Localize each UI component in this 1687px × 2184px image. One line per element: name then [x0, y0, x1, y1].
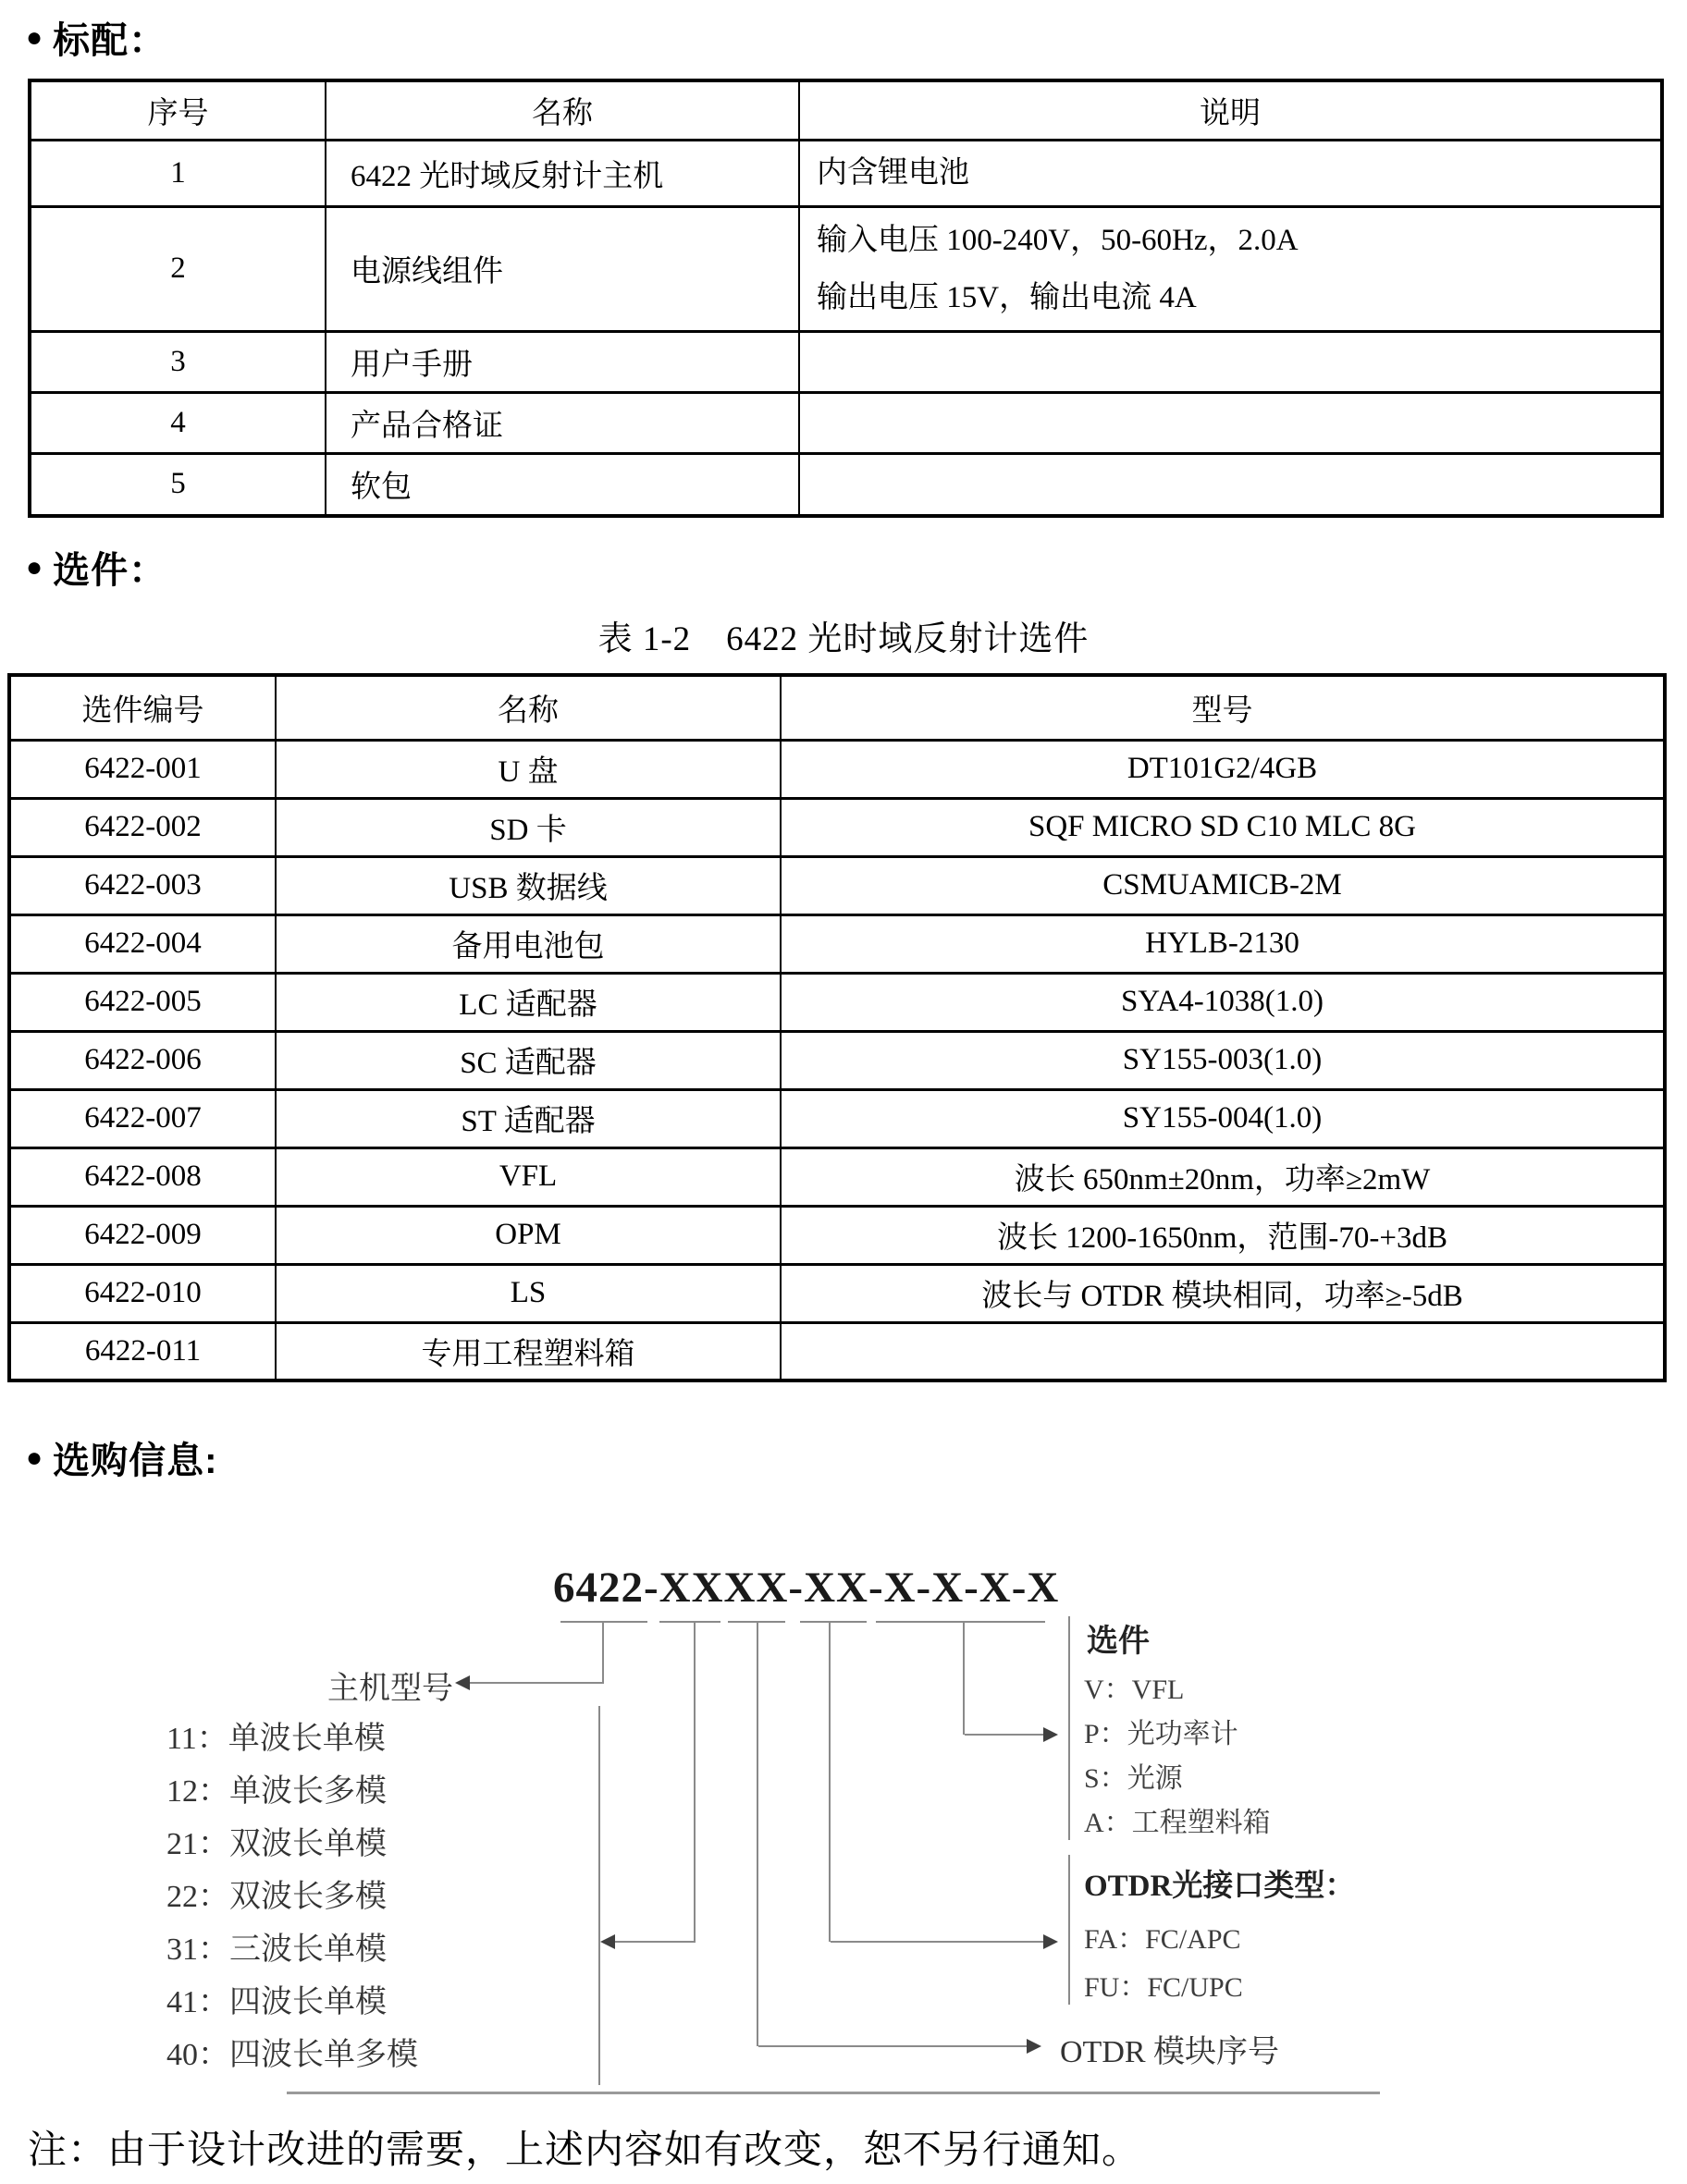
cell-model: 波长 650nm±20nm，功率≥2mW	[781, 1147, 1665, 1206]
options-label: 选件	[1087, 1625, 1150, 1659]
cell-index: 5	[30, 453, 326, 516]
column-header: 选件编号	[9, 675, 276, 740]
column-header: 名称	[276, 675, 781, 740]
host-model-label: 主机型号	[327, 1672, 453, 1706]
bullet-icon: ●	[26, 1442, 44, 1473]
column-header: 说明	[799, 80, 1662, 140]
table-row	[30, 453, 1662, 516]
options-table	[7, 673, 1667, 1382]
host-model-item: 41：四波长单模	[166, 1985, 387, 2019]
section-heading-options	[26, 541, 166, 594]
underline-segment-xxxx-a	[659, 1621, 720, 1623]
table-row	[9, 1206, 1665, 1264]
section-heading-standard	[26, 11, 166, 64]
cell-name: LS	[276, 1264, 781, 1322]
cell-model: DT101G2/4GB	[781, 740, 1665, 798]
cell-name: USB 数据线	[276, 856, 781, 914]
cell-option-number: 6422-011	[9, 1322, 276, 1380]
cell-option-number: 6422-006	[9, 1031, 276, 1089]
cell-name: SD 卡	[276, 798, 781, 856]
table-row	[30, 140, 1662, 206]
description-line: 内含锂电池	[817, 156, 969, 190]
standard-config-table	[28, 79, 1664, 518]
arrow-right-icon	[1027, 2039, 1041, 2054]
cell-model: SQF MICRO SD C10 MLC 8G	[781, 798, 1665, 856]
cell-name: 备用电池包	[276, 914, 781, 973]
interface-list	[1084, 1916, 1243, 2012]
cell-option-number: 6422-005	[9, 973, 276, 1031]
option-item: S：光源	[1084, 1763, 1183, 1794]
table-row	[30, 392, 1662, 453]
connector-line	[614, 1941, 696, 1943]
interface-item: FA：FC/APC	[1084, 1924, 1241, 1955]
connector-line	[602, 1621, 604, 1683]
table-row	[9, 1322, 1665, 1380]
ordering-code-diagram	[0, 1507, 1687, 2117]
cell-option-number: 6422-008	[9, 1147, 276, 1206]
options-bracket-line	[1068, 1616, 1070, 1840]
cell-model: SYA4-1038(1.0)	[781, 973, 1665, 1031]
cell-name: ST 适配器	[276, 1089, 781, 1147]
arrow-left-icon	[455, 1675, 470, 1690]
connector-line	[829, 1621, 831, 1942]
cell-model: 波长 1200-1650nm，范围-70-+3dB	[781, 1206, 1665, 1264]
options-list	[1084, 1668, 1271, 1846]
cell-option-number: 6422-002	[9, 798, 276, 856]
connector-line	[831, 1941, 1043, 1943]
option-item: P：光功率计	[1084, 1719, 1238, 1749]
host-model-item: 40：四波长单多模	[166, 2038, 418, 2072]
cell-description	[799, 331, 1662, 392]
table-row	[9, 1031, 1665, 1089]
cell-model	[781, 1322, 1665, 1380]
arrow-right-icon	[1043, 1934, 1058, 1949]
option-item: A：工程塑料箱	[1084, 1808, 1271, 1838]
interface-type-label: OTDR光接口类型：	[1084, 1870, 1356, 1903]
section-heading-options-label: 选件：	[53, 550, 167, 591]
bullet-icon: ●	[26, 21, 44, 53]
host-model-item: 11：单波长单模	[166, 1722, 386, 1756]
cell-option-number: 6422-003	[9, 856, 276, 914]
connector-line	[963, 1621, 965, 1735]
cell-index: 1	[30, 140, 326, 206]
section-heading-standard-label: 标配：	[53, 20, 167, 61]
interface-bracket-line	[1068, 1855, 1070, 2005]
table-row	[9, 740, 1665, 798]
cell-name: 产品合格证	[326, 392, 799, 453]
cell-name: 专用工程塑料箱	[276, 1322, 781, 1380]
connector-line	[470, 1682, 604, 1684]
cell-name: VFL	[276, 1147, 781, 1206]
section-heading-ordering-label: 选购信息:	[53, 1441, 218, 1481]
cell-option-number: 6422-001	[9, 740, 276, 798]
cell-index: 3	[30, 331, 326, 392]
cell-model: 波长与 OTDR 模块相同，功率≥-5dB	[781, 1264, 1665, 1322]
cell-option-number: 6422-010	[9, 1264, 276, 1322]
connector-line	[694, 1621, 696, 1942]
host-model-item: 12：单波长多模	[166, 1774, 387, 1809]
cell-model: SY155-004(1.0)	[781, 1089, 1665, 1147]
table-row	[9, 914, 1665, 973]
cell-option-number: 6422-009	[9, 1206, 276, 1264]
table-row	[9, 973, 1665, 1031]
cell-model: SY155-003(1.0)	[781, 1031, 1665, 1089]
cell-option-number: 6422-004	[9, 914, 276, 973]
cell-name: SC 适配器	[276, 1031, 781, 1089]
underline-segment-6422	[560, 1621, 647, 1623]
host-model-item: 31：三波长单模	[166, 1932, 387, 1967]
host-model-list	[166, 1712, 418, 2081]
underline-segment-x-x-x-x	[876, 1621, 1045, 1623]
table-row	[30, 206, 1662, 331]
cell-name: 软包	[326, 453, 799, 516]
host-model-item: 22：双波长多模	[166, 1880, 387, 1914]
footnote: 注：由于设计改进的需要，上述内容如有改变，恕不另行通知。	[28, 2129, 1142, 2172]
cell-name: 电源线组件	[326, 206, 799, 331]
cell-description	[799, 392, 1662, 453]
cell-model: HYLB-2130	[781, 914, 1665, 973]
section-heading-ordering	[26, 1431, 217, 1484]
connector-line	[965, 1734, 1045, 1736]
table-row	[9, 1264, 1665, 1322]
model-code-text: 6422-XXXX-XX-X-X-X-X	[553, 1564, 1060, 1612]
cell-description	[799, 206, 1662, 331]
table-row	[9, 856, 1665, 914]
underline-segment-xx	[800, 1621, 867, 1623]
arrow-left-icon	[600, 1934, 615, 1949]
cell-description	[799, 453, 1662, 516]
table-row	[9, 1147, 1665, 1206]
connector-line	[757, 1621, 758, 2046]
cell-name: OPM	[276, 1206, 781, 1264]
table-header-row	[30, 80, 1662, 140]
table-caption: 表 1-2 6422 光时域反射计选件	[597, 620, 1090, 658]
description-line: 输出电压 15V，输出电流 4A	[817, 280, 1197, 314]
table-row	[9, 798, 1665, 856]
host-model-item: 21：双波长单模	[166, 1827, 387, 1861]
host-list-bracket-line	[598, 1706, 600, 2085]
cell-name: 6422 光时域反射计主机	[326, 140, 799, 206]
arrow-right-icon	[1043, 1727, 1058, 1742]
column-header: 名称	[326, 80, 799, 140]
cell-description	[799, 140, 1662, 206]
cell-name: U 盘	[276, 740, 781, 798]
description-line: 输入电压 100-240V，50-60Hz，2.0A	[817, 223, 1299, 257]
bullet-icon: ●	[26, 551, 44, 583]
option-item: V：VFL	[1084, 1675, 1185, 1705]
cell-index: 2	[30, 206, 326, 331]
cell-index: 4	[30, 392, 326, 453]
cell-option-number: 6422-007	[9, 1089, 276, 1147]
diagram-bottom-rule	[287, 2092, 1380, 2094]
table-row	[9, 1089, 1665, 1147]
cell-name: 用户手册	[326, 331, 799, 392]
module-serial-label: OTDR 模块序号	[1060, 2035, 1280, 2069]
table-row	[30, 331, 1662, 392]
table-header-row	[9, 675, 1665, 740]
cell-name: LC 适配器	[276, 973, 781, 1031]
interface-item: FU：FC/UPC	[1084, 1972, 1243, 2003]
column-header: 序号	[30, 80, 326, 140]
connector-line	[758, 2045, 1027, 2047]
cell-model: CSMUAMICB-2M	[781, 856, 1665, 914]
column-header: 型号	[781, 675, 1665, 740]
